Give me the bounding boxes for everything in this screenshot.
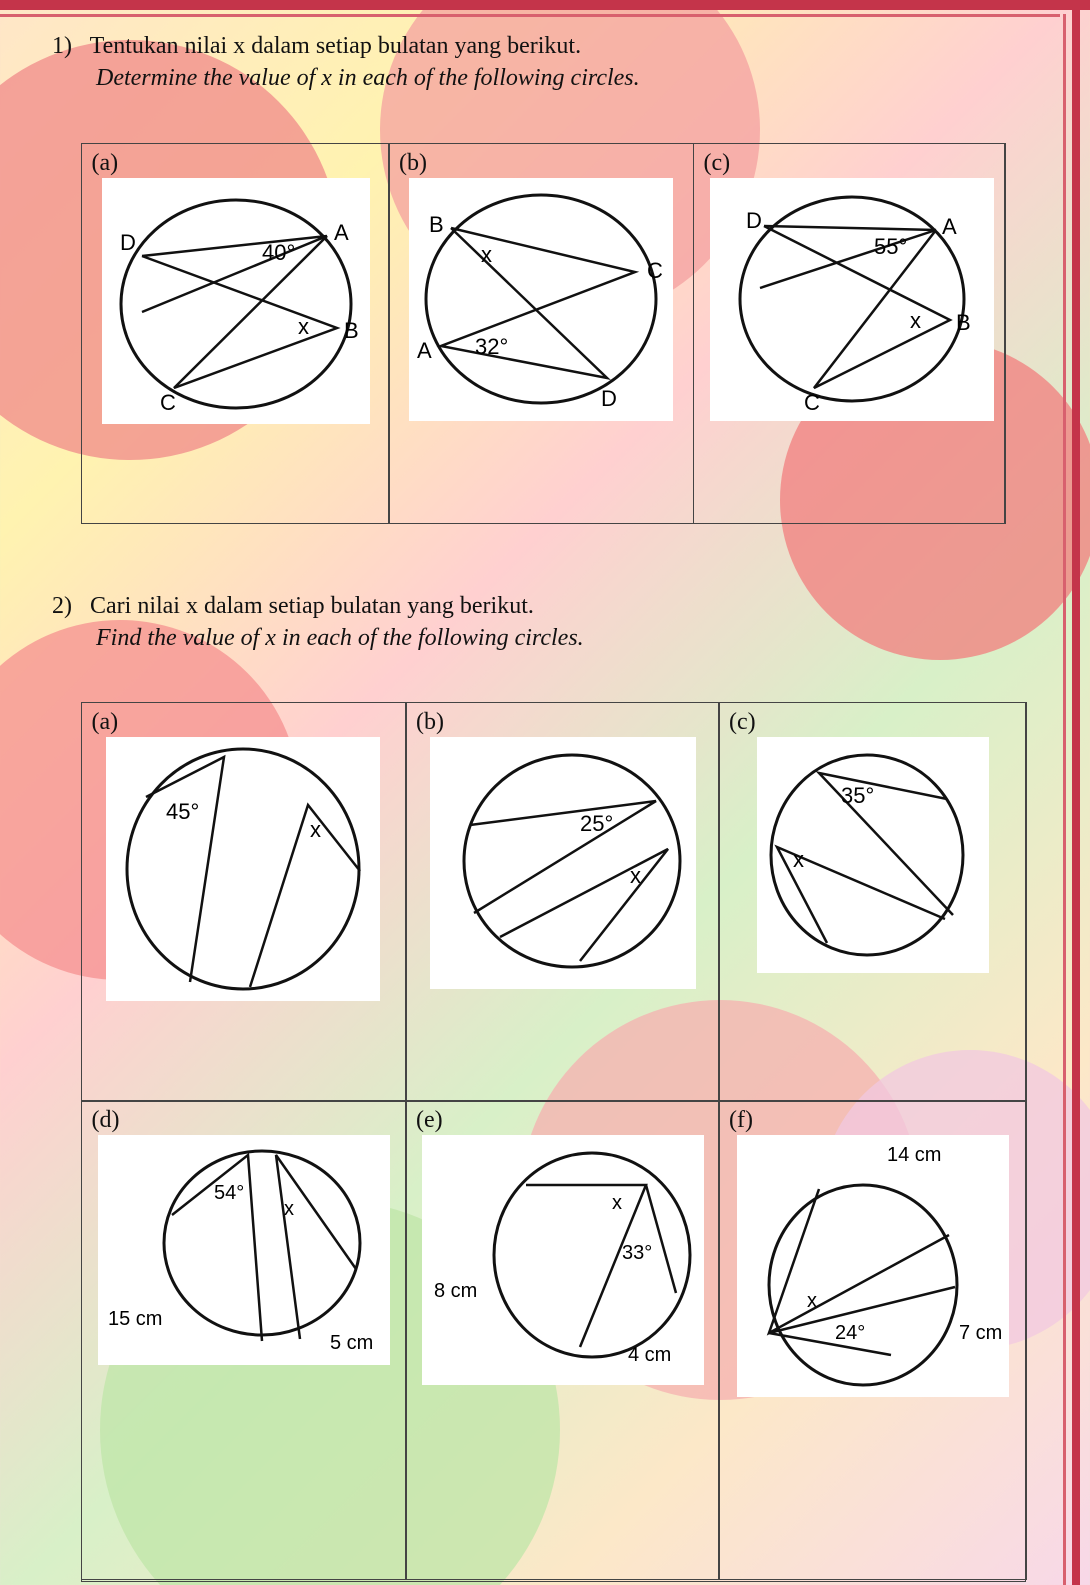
label-point-b: B bbox=[955, 309, 971, 335]
q1-part-c-figure bbox=[710, 178, 994, 421]
label-point-d: D bbox=[119, 229, 136, 255]
label-arc-8cm: 8 cm bbox=[434, 1280, 478, 1302]
label-unknown-x: x bbox=[909, 307, 921, 333]
q2-part-d-cell bbox=[81, 1100, 407, 1580]
q2-part-f-label: (f) bbox=[729, 1107, 753, 1133]
q2-part-e-label: (e) bbox=[416, 1107, 443, 1133]
q2-part-f-figure bbox=[737, 1135, 1009, 1397]
question-2 bbox=[52, 590, 584, 654]
q2-part-a-figure bbox=[106, 737, 380, 1001]
label-point-c: C bbox=[803, 389, 820, 415]
q1-part-c-label: (c) bbox=[703, 149, 731, 176]
q2-part-f-cell bbox=[718, 1100, 1027, 1580]
label-point-a: A bbox=[333, 219, 349, 245]
q2-part-e-cell bbox=[405, 1100, 720, 1580]
q1-part-a-label: (a) bbox=[91, 149, 119, 176]
q2-part-e-figure bbox=[422, 1135, 704, 1385]
q2-part-b-cell bbox=[405, 702, 720, 1102]
label-point-c: C bbox=[159, 389, 176, 415]
label-unknown-x: x bbox=[481, 241, 492, 267]
q1-part-c-cell bbox=[693, 143, 1005, 524]
label-angle-24: 24° bbox=[835, 1322, 866, 1344]
label-unknown-x: x bbox=[283, 1198, 294, 1220]
q1-part-b-cell bbox=[388, 143, 694, 524]
label-angle-54: 54° bbox=[213, 1182, 244, 1204]
question-1-english: Determine the value of x in each of the following circles. bbox=[96, 65, 640, 91]
label-point-b: B bbox=[429, 211, 444, 237]
label-arc-15cm: 15 cm bbox=[107, 1308, 162, 1330]
label-unknown-x: x bbox=[807, 1290, 817, 1312]
q2-part-a-cell bbox=[81, 702, 407, 1102]
label-angle-32: 32° bbox=[475, 333, 509, 359]
q2-part-d-label: (d) bbox=[91, 1107, 120, 1133]
label-arc-4cm: 4 cm bbox=[628, 1344, 672, 1366]
label-unknown-x: x bbox=[630, 862, 641, 888]
q2-part-a-label: (a) bbox=[91, 708, 119, 735]
question-1-malay: 1) Tentukan nilai x dalam setiap bulatan yang berikut. bbox=[52, 33, 582, 59]
q2-part-d-figure bbox=[98, 1135, 390, 1365]
label-arc-5cm: 5 cm bbox=[329, 1332, 373, 1354]
page-border-right-inner bbox=[1063, 14, 1066, 1585]
page-border-right bbox=[1072, 0, 1080, 1585]
label-angle-55: 55° bbox=[873, 233, 907, 259]
q2-part-c-cell bbox=[718, 702, 1027, 1102]
label-point-c: C bbox=[647, 257, 663, 283]
label-unknown-x: x bbox=[309, 816, 321, 842]
label-arc-14cm: 14 cm bbox=[887, 1144, 942, 1166]
question-2-grid bbox=[81, 702, 1026, 1582]
label-unknown-x: x bbox=[793, 846, 804, 872]
page-border-top bbox=[0, 0, 1090, 10]
q1-part-b-figure bbox=[409, 178, 673, 421]
label-unknown-x: x bbox=[612, 1192, 622, 1214]
label-angle-35: 35° bbox=[841, 782, 875, 808]
q1-part-b-label: (b) bbox=[399, 149, 427, 176]
q2-part-b-figure bbox=[430, 737, 696, 989]
label-point-d: D bbox=[601, 385, 617, 411]
question-1 bbox=[52, 30, 640, 94]
question-1-grid bbox=[81, 143, 1006, 524]
q2-part-c-label: (c) bbox=[729, 708, 756, 735]
label-angle-25: 25° bbox=[580, 810, 614, 836]
label-point-a: A bbox=[941, 213, 957, 239]
q1-part-a-cell bbox=[81, 143, 390, 524]
q1-part-a-figure bbox=[102, 178, 370, 424]
q2-part-b-label: (b) bbox=[416, 708, 444, 735]
label-unknown-x: x bbox=[297, 313, 309, 339]
q2-part-c-figure bbox=[757, 737, 989, 973]
label-arc-7cm: 7 cm bbox=[959, 1322, 1003, 1344]
label-point-a: A bbox=[417, 337, 432, 363]
label-point-b: B bbox=[343, 317, 359, 343]
label-angle-40: 40° bbox=[261, 239, 295, 265]
page-border-top-inner bbox=[0, 14, 1060, 17]
label-point-d: D bbox=[745, 207, 762, 233]
label-angle-45: 45° bbox=[165, 798, 199, 824]
label-angle-33: 33° bbox=[622, 1242, 653, 1264]
question-2-english: Find the value of x in each of the following circles. bbox=[96, 625, 584, 651]
question-2-malay: 2) Cari nilai x dalam setiap bulatan yang berikut. bbox=[52, 593, 534, 619]
